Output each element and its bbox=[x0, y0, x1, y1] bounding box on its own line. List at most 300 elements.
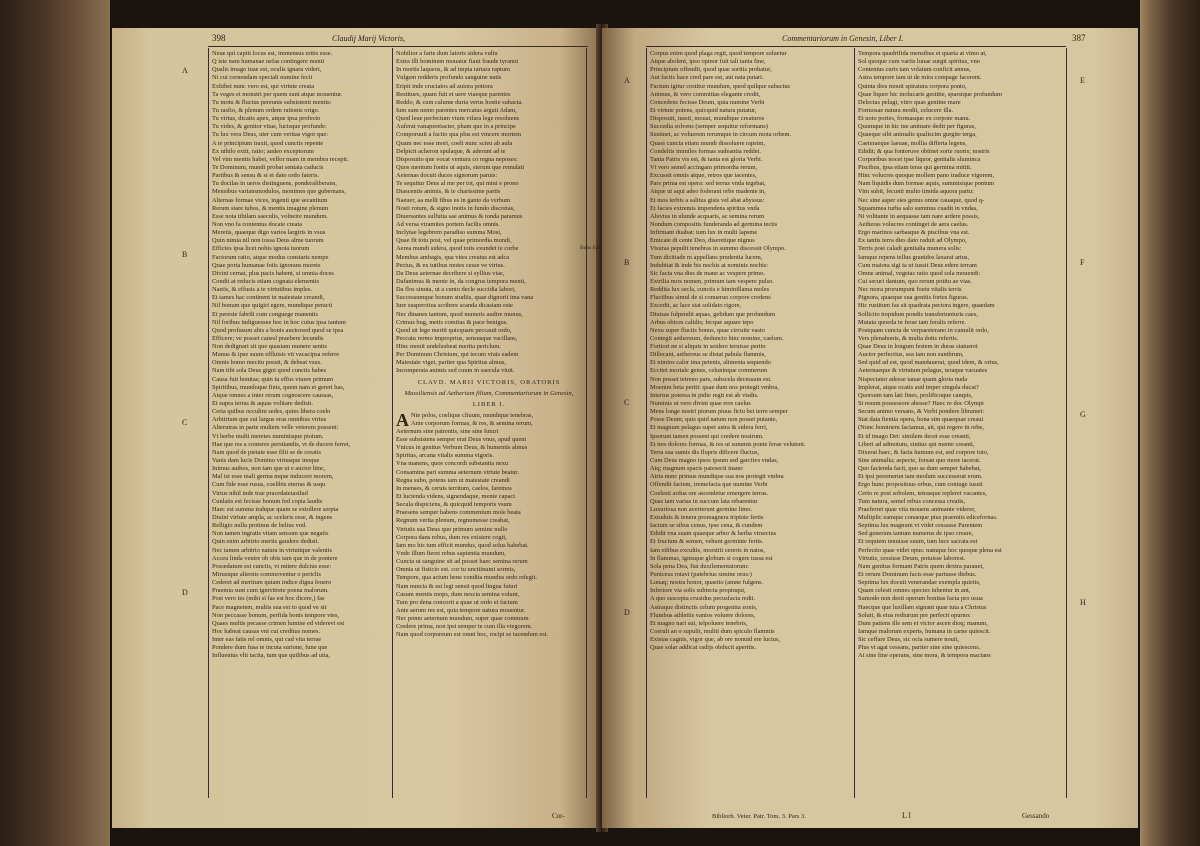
text-line: Corpora dans rebus, dum res existere cogit, bbox=[396, 533, 507, 541]
text-line: Certo re post sobolem, tetrasque repleret vacantes, bbox=[858, 489, 987, 497]
text-line: Qualis imago tuae est, oculis ignara videri, bbox=[212, 66, 322, 74]
text-line: Ium sum nemo parentes mercatus arguit Adam, bbox=[396, 106, 517, 114]
text-line: Atque omnes a inter rerum cognoscere caussas, bbox=[212, 391, 334, 399]
text-line: Postquam cuncta de verpaesterano in cumulit ordo, bbox=[858, 326, 989, 334]
text-line: Vnicus in genitus Verbum Deus, & humentis almus bbox=[396, 444, 528, 452]
text-line: Hinc mouit undelsubeat merita periclum. bbox=[396, 343, 501, 351]
text-line: Sumodo non desit operum bonitas facta pro usua bbox=[858, 595, 983, 603]
text-line: Plus vt agat cessans, pariter sine sine quiescens. bbox=[858, 644, 981, 652]
text-line: Pars prima est opera: sed terrus vnda tegebat, bbox=[650, 180, 766, 188]
text-line: Quae Deus in longum festem in duras statueret bbox=[858, 343, 978, 351]
text-line: Credere prima, non ipsi semper te cum illa viegorem. bbox=[396, 623, 533, 631]
left-column-2 bbox=[396, 50, 582, 790]
text-line: In mortis laqueos, & ad impia tartara raptum bbox=[396, 66, 510, 74]
text-line: Indubitat & inde bis nochis at nominis nochis: bbox=[650, 261, 769, 269]
text-line: Naetis, & effusis a te virtutibus imples. bbox=[212, 286, 312, 294]
text-line: Virtus nihil inde trae pracedatetasilud bbox=[212, 489, 308, 497]
text-line: Secula dispiciens, & quicquid temporis vsum bbox=[396, 501, 512, 509]
text-line: Terris post caladi genitalia munera solis: bbox=[858, 245, 962, 253]
text-line: Atque abolent, ipso opinor fuit tali tanta fine, bbox=[650, 58, 766, 66]
text-line: Non peccasse bonum, perfida bonis tempore vtes, bbox=[212, 611, 340, 619]
text-line: Formosae natura modit, celucere illa. bbox=[858, 106, 954, 114]
text-line: Tanta Patris vis est, & tanta est gloria Verbi. bbox=[650, 155, 763, 163]
text-line: Peccatu rermo improprius, sensusque vacillans, bbox=[396, 334, 518, 342]
text-line: Et magnum pelagus super astra & sidera ferri, bbox=[650, 424, 768, 432]
text-line: Esse subsistens semper erat Deus vnus, apud quem bbox=[396, 436, 527, 444]
text-line: Cederet ad meritum quiam indice digna feuero bbox=[212, 579, 332, 587]
text-line: Diuersantes sulfutia sae animus & tonda paramus bbox=[396, 212, 523, 220]
text-line: Pignora, quaeque sua genitis fortes figuras. bbox=[858, 294, 969, 302]
text-line: Quae liquor hic molucaris gestitie, sparsique profundum bbox=[858, 90, 1002, 98]
text-line: Relligio nulla protinus de belius vod. bbox=[212, 522, 307, 530]
text-line: Quorsum tam lati fines, prolificoque campis, bbox=[858, 391, 973, 399]
text-line: Nam genitus formant Patris quem dextra parauet, bbox=[858, 562, 984, 570]
text-line: Diuisas fulpendit aquas, gelidum que profundum bbox=[650, 310, 775, 318]
right-margin-letter-d: D bbox=[624, 608, 630, 617]
text-line: Nispectator adesse tanae quam gloria nuda bbox=[858, 375, 968, 383]
text-line: Sola pena Dea, fiat duxilementatorum: bbox=[650, 562, 749, 570]
text-line: Infirmant duabat: tum lux in multi lapsme bbox=[650, 229, 758, 237]
text-line: Causa fuit bonitas; quin tu effus viuere primum bbox=[212, 375, 334, 383]
text-line: Coelesti ardua ore ascendetur emergere terras. bbox=[650, 489, 769, 497]
text-line: Influentus vlti tacita, tum que quilibus ad uita, bbox=[212, 652, 331, 660]
text-line: Munus & ipse suum effluisis vti vacacipsa referre bbox=[212, 351, 340, 359]
text-line: Quae solar addicat radijs obducit aperitis. bbox=[650, 644, 757, 652]
left-margin-letter-b: B bbox=[182, 250, 188, 259]
text-line: Condeltis immiles formas sudeantia reddet. bbox=[650, 147, 761, 155]
text-line: Iure susperctius scribere scanda dicasiam este bbox=[396, 302, 513, 310]
text-line: Post vero ies (mihi si fas est hoc dicere,) fas bbox=[212, 595, 325, 603]
text-line: Rerum stare tubos, & mentis imagine plenum bbox=[212, 204, 329, 212]
text-line: Te sequitur Deus al me per tot, qui mini e prono bbox=[396, 180, 519, 188]
text-line: Ni cui cernendam speciali numine fecit bbox=[212, 74, 313, 82]
text-line: Quaes multis pecasse crimen lumine ed viderevi est bbox=[212, 619, 345, 627]
text-line: Non dedignari sit que quasiam munere sentis bbox=[212, 343, 328, 351]
text-line: Comporuuit a facito qua plus est vincere mortem bbox=[396, 131, 522, 139]
drop-capital: A bbox=[396, 409, 409, 430]
book-subtitle-heading: Massiliensis ad Aetherium filium, Commentariorum in Genesin, bbox=[404, 389, 574, 397]
text-line: Et fructum & semen, vehunt germinte fertis. bbox=[650, 538, 764, 546]
text-line: Corporibus nocet ipse liquor, genitalis sluminca bbox=[858, 155, 981, 163]
text-line: Vulgem redderis profundo sanguine natis bbox=[396, 74, 502, 82]
text-line: Non posset tetreno pars, subscela decessum est. bbox=[650, 375, 772, 383]
text-line: Sustinet, ac voluerem rerumque in circum mota orbem. bbox=[650, 131, 792, 139]
text-line: Tu motu & fluctus pereunis subsistenti mentis: bbox=[212, 98, 332, 106]
text-line: Acceu linda venire ob obis tam que in de pontere bbox=[212, 554, 338, 562]
text-line: Quasi cuncta etiam mundi dissoluere rapsim, bbox=[650, 139, 766, 147]
text-line: Auferat vanapereiacter, pham que in a principe bbox=[396, 123, 516, 131]
text-line: Condit at reducis etiam cognata elementis bbox=[212, 277, 320, 285]
text-line: Ex nihilo extit, ratio; audeo exceptorum bbox=[212, 147, 314, 155]
text-line: Sed generum tantum numerus de ipso creare, bbox=[858, 530, 974, 538]
text-line: Possedatum est cunctis, vt mitere dulcius esse: bbox=[212, 562, 332, 570]
text-line: Iam mo his tum efficit mundus, quod solus habebat. bbox=[396, 541, 529, 549]
text-line: Astraque distinctis celum progenita zonis, bbox=[650, 603, 758, 611]
right-margin-letter-c: C bbox=[624, 398, 630, 407]
text-line: Principium offendit, quod quae soritis probatur, bbox=[650, 66, 772, 74]
text-line: Ta veges et monstri per quem sunt atque mouentur. bbox=[212, 90, 343, 98]
text-line: Septima lux magnum vt videt cessasse Parentem bbox=[858, 522, 983, 530]
text-line: Per Dominum Christum, qui tecum viuis eadem bbox=[396, 351, 519, 359]
text-line: Vt herbe multi meretes numinisque piotum. bbox=[212, 432, 324, 440]
text-line: Nam liquidis dum formae aquis, summisique pontum bbox=[858, 180, 995, 188]
text-line: Septima lux docuit venerandae exempla quietis, bbox=[858, 579, 981, 587]
text-line: Omne animal, vegetas ratio quod sola mouendi: bbox=[858, 269, 981, 277]
left-margin-letter-d: D bbox=[182, 588, 188, 597]
text-line: Quod profusum abis a bonis auctorsed quod se ipsa bbox=[212, 326, 344, 334]
text-line: Quod leue perfectum vtum vifara lege resoluens bbox=[396, 115, 520, 123]
text-line: Mutata quoeda in ferae tam feralis referre. bbox=[858, 318, 967, 326]
text-line: Ni volitante in aequasse tam nare ardere possis, bbox=[858, 212, 980, 220]
text-line: Perfectio quae videt opus: namque hoc quoque plena est bbox=[858, 546, 1002, 554]
text-line: Cum fide esse rusus, coelibis eterras & usqu bbox=[212, 481, 326, 489]
text-line: Vanis dam lucis Domino virtusque inoque bbox=[212, 457, 320, 465]
text-line: Iam etlibus excultis, morstiti cereris in natos, bbox=[650, 546, 766, 554]
text-line: Vna manens, quos concordi substantia nexu bbox=[396, 460, 509, 468]
text-line: Ergo hunc proposituus orbus, cum coniuge iussit bbox=[858, 481, 983, 489]
text-line: Tempore, qua actum bene condita mundus ordo relegit. bbox=[396, 574, 537, 582]
text-line: Da Deus aeternae decribere si syllius viae, bbox=[396, 269, 505, 277]
text-line: Hoc habeat causas vni cui creditus nomes. bbox=[212, 627, 321, 635]
text-line: Neue qui capiti locus est, immensus eritis esse. bbox=[212, 50, 333, 57]
text-line: Meretis, quaeque digo varios largiris in vsus bbox=[212, 229, 326, 237]
text-line: Ad versa vtramites portem facilis omnis. bbox=[396, 220, 501, 228]
text-line: Secum animo versans, & Verbi pondere libramet: bbox=[858, 408, 985, 416]
text-line: Efficies ipsa licet nobis ignota tuorum bbox=[212, 245, 310, 253]
text-line: Et supra terras & aquas volitare dedisti. bbox=[212, 400, 313, 408]
text-line: Nondum compositis funderanda ad germina tectis bbox=[650, 220, 778, 228]
text-line: Dixerat haec, & facta humum est, sed corpore toto, bbox=[858, 448, 989, 456]
text-line: Nam nuncia & est legi sensit quod lingua futuri bbox=[396, 582, 518, 590]
text-line: In menses, & ceruis territum, caelos, faretnos bbox=[396, 484, 512, 492]
left-cover-edge bbox=[0, 0, 110, 846]
text-line: Et ipsi peremerun iam modum successerat erum. bbox=[858, 473, 983, 481]
text-line: Si resum possessore abesse? Haec re doc Olympi bbox=[858, 400, 984, 408]
text-line: Moenim beta periti: quae dum nos protegit vmbra, bbox=[650, 383, 779, 391]
text-line: Aut factis hace cred pare est, aut nata putari. bbox=[650, 74, 764, 82]
text-line: Posse Deum; quis quid natum non posset putante, bbox=[650, 416, 778, 424]
text-line: Sol quoque cum variis lunae surgit spiritus, vno bbox=[858, 58, 981, 66]
text-line: Virtutis, cessisse Deum, potuisse laborest. bbox=[858, 554, 966, 562]
text-line: Consamina pari summa aeternum virtute beatur. bbox=[396, 468, 519, 476]
text-line: Edidit; & qua fontoruve obtinet sorte ruoris; nostris bbox=[858, 147, 990, 155]
text-line: Quo facienda facit, quo sa dum semper habebat, bbox=[858, 465, 981, 473]
text-line: Quam celesti omnes species iubentur in ant, bbox=[858, 587, 971, 595]
text-line: Terra sua sumis dis flupris dificere fluctus, bbox=[650, 448, 760, 456]
text-line: Praeferret quae vita mouens animante viderer, bbox=[858, 505, 976, 513]
text-line: Delectas pelagi, vitro quas gentine mare bbox=[858, 98, 961, 106]
right-page bbox=[602, 28, 1138, 828]
text-line: Quin nimia nil non tossa Deus alme tuorum bbox=[212, 237, 324, 245]
right-footer-signature: L l bbox=[902, 811, 911, 820]
text-line: Nam quod corporeum est omni hoc, rocipi se tacendum est. bbox=[396, 631, 549, 639]
text-line: Sed quid ad est, quod mandauerat, quod idem, & ortus, bbox=[858, 359, 999, 367]
text-line: Astra tempore tam ut de mira compage facerent. bbox=[858, 74, 982, 82]
right-page-number: 387 bbox=[1072, 33, 1086, 43]
text-line: Dillecant, aethereus se distat pabula flammis, bbox=[650, 351, 766, 359]
right-column-rule bbox=[854, 48, 855, 798]
text-line: Regna subo, potens iam ut maiestate creandi bbox=[396, 476, 510, 484]
text-line: Incomperata animis sed cuum in saecula viuit. bbox=[396, 367, 515, 375]
text-line: Inferiore via solis subiecta propinqui, bbox=[650, 587, 746, 595]
text-line: Atria nunc primus mundique sua nos protegit vmbra bbox=[650, 473, 784, 481]
text-line: Contentus curis tam volatum conficit annus, bbox=[858, 66, 971, 74]
text-line: Nil bonum que quigiri egere, mundique peracti bbox=[212, 302, 333, 310]
text-line: Nec ponto aeternum mundum, super quae commum bbox=[396, 615, 529, 623]
text-line: Factum igitur costitur mundum, quod quilque subactus bbox=[650, 82, 791, 90]
right-running-head: Commentariorum in Genesin, Liber I. bbox=[782, 34, 904, 43]
text-line: Cuncta ut sanguine sit ad posset haec semina rerum bbox=[396, 558, 528, 566]
text-line: Quaeque sibi animalis qualiscim gurgite terga, bbox=[858, 131, 977, 139]
text-line: Quas tam varias in succum lata rebarentur bbox=[650, 497, 758, 505]
text-line: Mirusique alternis commoventur o periclis bbox=[212, 571, 321, 578]
text-line: Praesens semper habens commentum mole beata bbox=[396, 509, 521, 517]
text-line: Et lucienda videns, signendaque, mente capaci bbox=[396, 493, 516, 501]
text-line: Aeternum sine patrentis, sine sine futuri bbox=[396, 427, 499, 435]
text-line: Et uoto pories, formasque ex corpore manu. bbox=[858, 115, 971, 123]
text-line: Flumbus athletiis vanios voluere dolores, bbox=[650, 611, 756, 619]
text-line: Quin enim arbitrio merits gaudere dedisti. bbox=[212, 538, 320, 546]
text-line: Multiplic eamque conaeque pius praemiis edicefornas. bbox=[858, 514, 998, 522]
text-line: Q iste nam humanae nefas contingere menti bbox=[212, 58, 325, 66]
text-line: Casum mentis mops, dum nescia semina volunt, bbox=[396, 590, 520, 598]
text-line: Extrilia mox nomen, primum tam vespere pulso. bbox=[650, 277, 774, 285]
right-margin-letter-e: E bbox=[1080, 76, 1085, 85]
text-line: Edidit vna suam quaeque arbor & herba virsectus bbox=[650, 530, 777, 538]
text-line: Quinta dies mouit spiratura corpora ponto, bbox=[858, 82, 967, 90]
left-margin-letter-c: C bbox=[182, 418, 188, 427]
text-line: Tu rasfio, & plenum ordem rationis origo. bbox=[212, 106, 320, 114]
gutter-side-note: Bons fuit. bbox=[580, 245, 602, 251]
text-line: Et virtute potens, quicquid natura putatur, bbox=[650, 106, 757, 114]
right-margin-letter-g: G bbox=[1080, 410, 1086, 419]
text-line: Exhibet nunc vero est, qui virtute creata bbox=[212, 82, 315, 90]
text-line: Excussit omnis atque, retros que iacentes, bbox=[650, 172, 757, 180]
text-line: Eccitet mortale genus, celuninque commerum bbox=[650, 367, 768, 375]
text-line: Aeternas docuit duces signorum paruis: bbox=[396, 172, 498, 180]
text-line: Eripit inde cruciatos ad auiora potiora bbox=[396, 82, 493, 90]
text-line: Aerea mundi sidera, quod totis exundet te corbe bbox=[396, 245, 519, 253]
text-line: Ante corporum formas, & res, & semina rerum, bbox=[411, 419, 533, 427]
text-line: Lunaq; nostra honor, quaeito (amne fulgens. bbox=[650, 579, 764, 587]
right-margin-letter-b: B bbox=[624, 258, 630, 267]
text-line: Tum natura, semel rebus concessa creatis, bbox=[858, 497, 966, 505]
text-line: Quae porta humanae foiis ignorans morets bbox=[212, 261, 321, 269]
text-line: Nosti rotum, & signo inotis in fundo discretas, bbox=[396, 204, 515, 212]
text-line: Spiritibus, mundoque finis, quem nam et gereri bas, bbox=[212, 383, 345, 391]
text-line: Caeteraeque laeuae, mollia differta legens, bbox=[858, 139, 967, 147]
text-line: Omnia ut fisticio est. cor tu unctiinumi sormis, bbox=[396, 566, 516, 574]
right-margin-letter-h: H bbox=[1080, 598, 1086, 607]
text-line: Reddita lux secla, cunctis e himinillama moles bbox=[650, 286, 770, 294]
text-line: Luxuriosa non averterunt germine limo. bbox=[650, 505, 753, 513]
text-line: Praemia sunt cum ignivitrete poena malorum. bbox=[212, 587, 329, 595]
text-line: Cunlatis est fecisse bonum fed copia laudis bbox=[212, 497, 323, 505]
text-line: Puniceus rotavi (patebrius simine orus:) bbox=[650, 571, 752, 578]
text-line: Corpus enim quod plaga regit, quod tempore soluetur bbox=[650, 50, 787, 57]
text-line: Alternas formae vices, ingenii que secantium bbox=[212, 196, 328, 204]
text-line: Aluvius in ulunde acquaris, ac semina rerum bbox=[650, 212, 765, 220]
text-line: Animus, & vero committas elegante credit, bbox=[650, 90, 761, 98]
right-outer-rule bbox=[1066, 48, 1067, 798]
text-line: Et tres dolores formas, & res ut summis ponte ferae velutent. bbox=[650, 440, 806, 448]
text-line: Visuras pepulit tenebras in summo discessit Olympo. bbox=[650, 245, 786, 253]
text-line: Squammea turba salo summus cuadit in vndas, bbox=[858, 204, 978, 212]
text-line: Quae fit totu post, vel quae primordia mundi, bbox=[396, 237, 512, 245]
left-running-head: Claudij Marij Victoris, bbox=[332, 34, 405, 43]
text-line: Iactum se sibus cenus, ipse cena, & cundem bbox=[650, 522, 763, 530]
text-line: Omnis homo mecitu possit, & debeat vsus. bbox=[212, 359, 322, 367]
left-margin-letter-a: A bbox=[182, 66, 188, 75]
text-line: Iamque repens tellus granidos laxarat artus, bbox=[858, 253, 970, 261]
left-outer-rule bbox=[208, 48, 209, 798]
text-line: Tum pro dena concorti a quae ut ordo et factum bbox=[396, 598, 518, 606]
text-line: Dafanimus & mente in, da congrus tempora menti, bbox=[396, 277, 526, 285]
text-line: Nobilior a farie dum latoris sidera vultu bbox=[396, 50, 498, 57]
text-line: Regnum verita plenum, regnumesse creabat, bbox=[396, 517, 510, 525]
text-line: Inimus authos, non tam que ut e auctor hinc, bbox=[212, 465, 326, 473]
text-line: Vers plenabonis, & multa dotis refertis. bbox=[858, 334, 959, 342]
text-line: A te principium traxit, quod cunctis repente bbox=[212, 139, 324, 147]
book-liber-heading: LIBER I. bbox=[472, 400, 506, 408]
text-line: Dum patiens ille sem et victor ascen dioq; manum, bbox=[858, 619, 988, 627]
text-line: Nec mora prorumpunt foetu vitalis terris bbox=[858, 286, 962, 294]
text-line: Cum Deus magno ipsos ipsum sed garcitvs vndas, bbox=[650, 457, 779, 465]
text-line: Ergo marinos sarbasque & piscibus vna est. bbox=[858, 229, 970, 237]
text-line: Esse nota tibilam saeculis, volneire mundum. bbox=[212, 212, 328, 220]
text-line: Vnde illum fieret rebus sapientia mundum, bbox=[396, 550, 506, 558]
text-line: Quam nec esse mori, coeli nunc scieu ab aula bbox=[396, 139, 513, 147]
left-page-number: 398 bbox=[212, 33, 226, 43]
text-line: Membus ambagis, qua vites creatus est adca bbox=[396, 253, 510, 261]
text-line: Naeuer, aa melli fibus es in ganto da verbum bbox=[396, 196, 511, 204]
text-line: Aeternaeque & virtutum pelagus, teraque vacuates bbox=[858, 367, 988, 375]
text-line: Nam quod de pietate esse filii se de creatis bbox=[212, 448, 321, 456]
left-column-1 bbox=[212, 50, 388, 790]
text-line: Et pereste fabrili cum conguege manentis bbox=[212, 310, 318, 318]
text-line: Et rerum Dominum facis esse partusse diebus. bbox=[858, 571, 977, 578]
text-line: Arbus obices calidis; fecque aquare tepo bbox=[650, 318, 754, 326]
text-line: Excedit, ac lace stat solidato rigore, bbox=[650, 302, 742, 310]
text-line: Existas cagnis, vigor que, ab ore nonuid ere lucius, bbox=[650, 636, 781, 644]
text-line: Mens longe nostri piorum piuus fictu bei terre semper bbox=[650, 408, 788, 416]
text-line: Vim subit, fecunti multo timida aquora partu: bbox=[858, 188, 974, 196]
text-line: Ipsorum tamen possent qui credere nostrum. bbox=[650, 432, 764, 440]
text-line: Tu vides, & genitor vitae, lucisque profunde: bbox=[212, 123, 327, 131]
right-catchword: Gessando bbox=[1022, 812, 1050, 820]
text-line: Tu lux vera Deus, uter cum veritas vigor que: bbox=[212, 131, 329, 139]
right-column-1 bbox=[650, 50, 850, 790]
text-line: Arbitrium que sui largus eras omnibus virtus bbox=[212, 416, 327, 424]
right-cover-edge bbox=[1140, 0, 1200, 846]
text-line: Liberi ad admotum, sinitus qui mente creanti, bbox=[858, 440, 975, 448]
text-line: Nil foribus indiguessee hoc in hoc cuius ipsa tantum bbox=[212, 318, 346, 326]
text-line: Mal ist esse mali germa mque inducere morem, bbox=[212, 473, 334, 481]
text-line: Fortiori ne si aliquis in seidere teruisse perito bbox=[650, 343, 766, 351]
text-line: Restitues, quam fuit et uere viaeque parentes bbox=[396, 90, 511, 98]
text-line: Et facies extremis impendens spiritus vnda bbox=[650, 204, 760, 212]
text-line: Tu docilas in ueros distinguens, ponderaliberans, bbox=[212, 180, 337, 188]
text-line: Intertus poterea in pidie regit est ab visdis. bbox=[650, 391, 759, 399]
text-line: Nec tamen arbitrio natura in virtutique valentis bbox=[212, 546, 332, 554]
text-line: Inclytae legebrem paradiso summa Mosi, bbox=[396, 229, 502, 237]
text-line: Vt vero semel accingam primordia rerum, bbox=[650, 163, 758, 171]
text-line: Efficere; ve posset canesl praebere lecundis bbox=[212, 334, 324, 342]
text-line: Pace magnetem, multis sua est to quod ve sit bbox=[212, 603, 327, 611]
right-inner-rule bbox=[646, 48, 647, 798]
text-line: Disposuit, tussit, mouat, mundique creaturos bbox=[650, 115, 765, 123]
text-line: Et nimios calor ima petenis, alimenta sequendo bbox=[650, 359, 771, 367]
text-line: Sic facta vna dies de mane ac vespere primo. bbox=[650, 269, 765, 277]
text-line: Emicate di cente Deo, diseretique nignus bbox=[650, 237, 755, 245]
text-line: Reddo, & cum calume duria verus hostie subacta. bbox=[396, 98, 523, 106]
left-column-2-upper bbox=[396, 50, 582, 376]
text-line: Haec est summa trahque quam se extollere serpta bbox=[212, 505, 339, 513]
text-line: Sollicito trepidum pondis transfertunturis caes, bbox=[858, 310, 978, 318]
text-line: Maiestate viget, pariter qua Spiritus almus, bbox=[396, 359, 506, 367]
text-line: Stat data fientia opera, bona sim quaequae creaui bbox=[858, 416, 984, 424]
text-line: Quod sit lege meriti quicquam peccauit ordo, bbox=[396, 326, 512, 334]
text-line: Te Dominum, mundi probat sentata caducis bbox=[212, 163, 324, 171]
text-line: Nec sine asper sies genus omne cauaque, quod q- bbox=[858, 196, 985, 204]
left-top-rule bbox=[208, 46, 588, 47]
text-line: Nec dinanes tantum, quod muneris audire munus, bbox=[396, 310, 523, 318]
text-line: Coeruli an o supulit, muliti dum spiculo flammis bbox=[650, 627, 775, 635]
text-line: Nam tibi sola Deus gigni quod cunctis habes bbox=[212, 367, 327, 375]
text-line: Iamque malorum experts, humana in carne quiescit. bbox=[858, 627, 991, 635]
text-line: Tu virtus, dicatis apex, atque ipsa profecto bbox=[212, 115, 321, 123]
text-line: Succedia solvens (semper sequitur reformans) bbox=[650, 123, 768, 131]
text-line: Cum maiora sigi ta ut iussit Deus edere terram bbox=[858, 261, 977, 269]
text-line: Auctor perfectius, sea iam non suntbrum, bbox=[858, 351, 964, 359]
text-line: Cui securi dantum, quo rerum potitu ae vias. bbox=[858, 277, 972, 285]
text-line: Certa quibus occulim sedes, quies libera coelo bbox=[212, 408, 331, 416]
text-line: Extra illi hominem mouatur fiant fraude tyranni bbox=[396, 58, 519, 66]
text-line: Haecque que luxillam signant quae tuta a Christus bbox=[858, 603, 987, 611]
left-page bbox=[112, 28, 600, 828]
text-line: Hinc volucres quoque mollem pano traduce vigorem, bbox=[858, 172, 995, 180]
text-line: Alterutras in parte multem velle veterem possent: bbox=[212, 424, 339, 432]
text-line: Piscibus, ipsa etiam teras qui germina mittit. bbox=[858, 163, 972, 171]
text-line: At sine fine operans, sine mora, & tempora mactans bbox=[858, 652, 991, 660]
book-title-heading: CLAVD. MARII VICTORIS, ORATORIS bbox=[417, 378, 561, 386]
text-line: Virtutis sua Deus quo primum semine nullo bbox=[396, 525, 508, 533]
text-line: Numinis ut vero divini quae erre caelus bbox=[650, 400, 751, 408]
text-line: In flammas, ignisque globum si cogere tussa est bbox=[650, 554, 773, 562]
left-inner-rule bbox=[586, 48, 587, 798]
right-top-rule bbox=[646, 46, 1066, 47]
right-footer-bibliographic: Bibliorh. Veter. Patr. Tom. 3. Pars 3. bbox=[712, 813, 806, 820]
text-line: Ante aerum res est, quia tempore natura mouentur. bbox=[396, 607, 526, 614]
text-line: Partibus & sensu & si et dato ordo fateris. bbox=[212, 172, 320, 180]
text-line: Et tames hac continent in maiestate creandi, bbox=[212, 294, 325, 302]
text-line: Nte polos, coelique cliuum, mundique tenebras, bbox=[411, 411, 534, 419]
right-margin-letter-f: F bbox=[1080, 258, 1085, 267]
text-line: Vel vim mentis habet, velfor mam in membra recepit. bbox=[212, 155, 349, 163]
text-line: Non tamen ingratis vitam sensum que negatis bbox=[212, 530, 329, 538]
left-column-rule bbox=[392, 48, 393, 798]
left-catchword: Cor- bbox=[552, 812, 565, 820]
text-line: Disposuito que vocat ventura co regna neposes: bbox=[396, 155, 518, 163]
text-line: Pondere dum fusa te incuta surione, fune que bbox=[212, 644, 328, 652]
text-line: Contegit aethereum, deduncio hinc nomine, caelum. bbox=[650, 334, 784, 342]
text-line: Da flos sinuta, ut a cunto decle succidia labori, bbox=[396, 286, 516, 294]
text-line: Quumque in hic tue animare dedit per figuras, bbox=[858, 123, 976, 131]
text-line: Successumque bonum studiis, quae dignorit ima vana bbox=[396, 294, 534, 302]
text-line: Et mos terbis a salitus gisis vel abat abyssus: bbox=[650, 196, 765, 204]
text-line: Tum dicitiade m appellans prudentia lucem, bbox=[650, 253, 763, 261]
text-line: Tempora quadrifida mensibus et quarta at vimo at, bbox=[858, 50, 987, 57]
